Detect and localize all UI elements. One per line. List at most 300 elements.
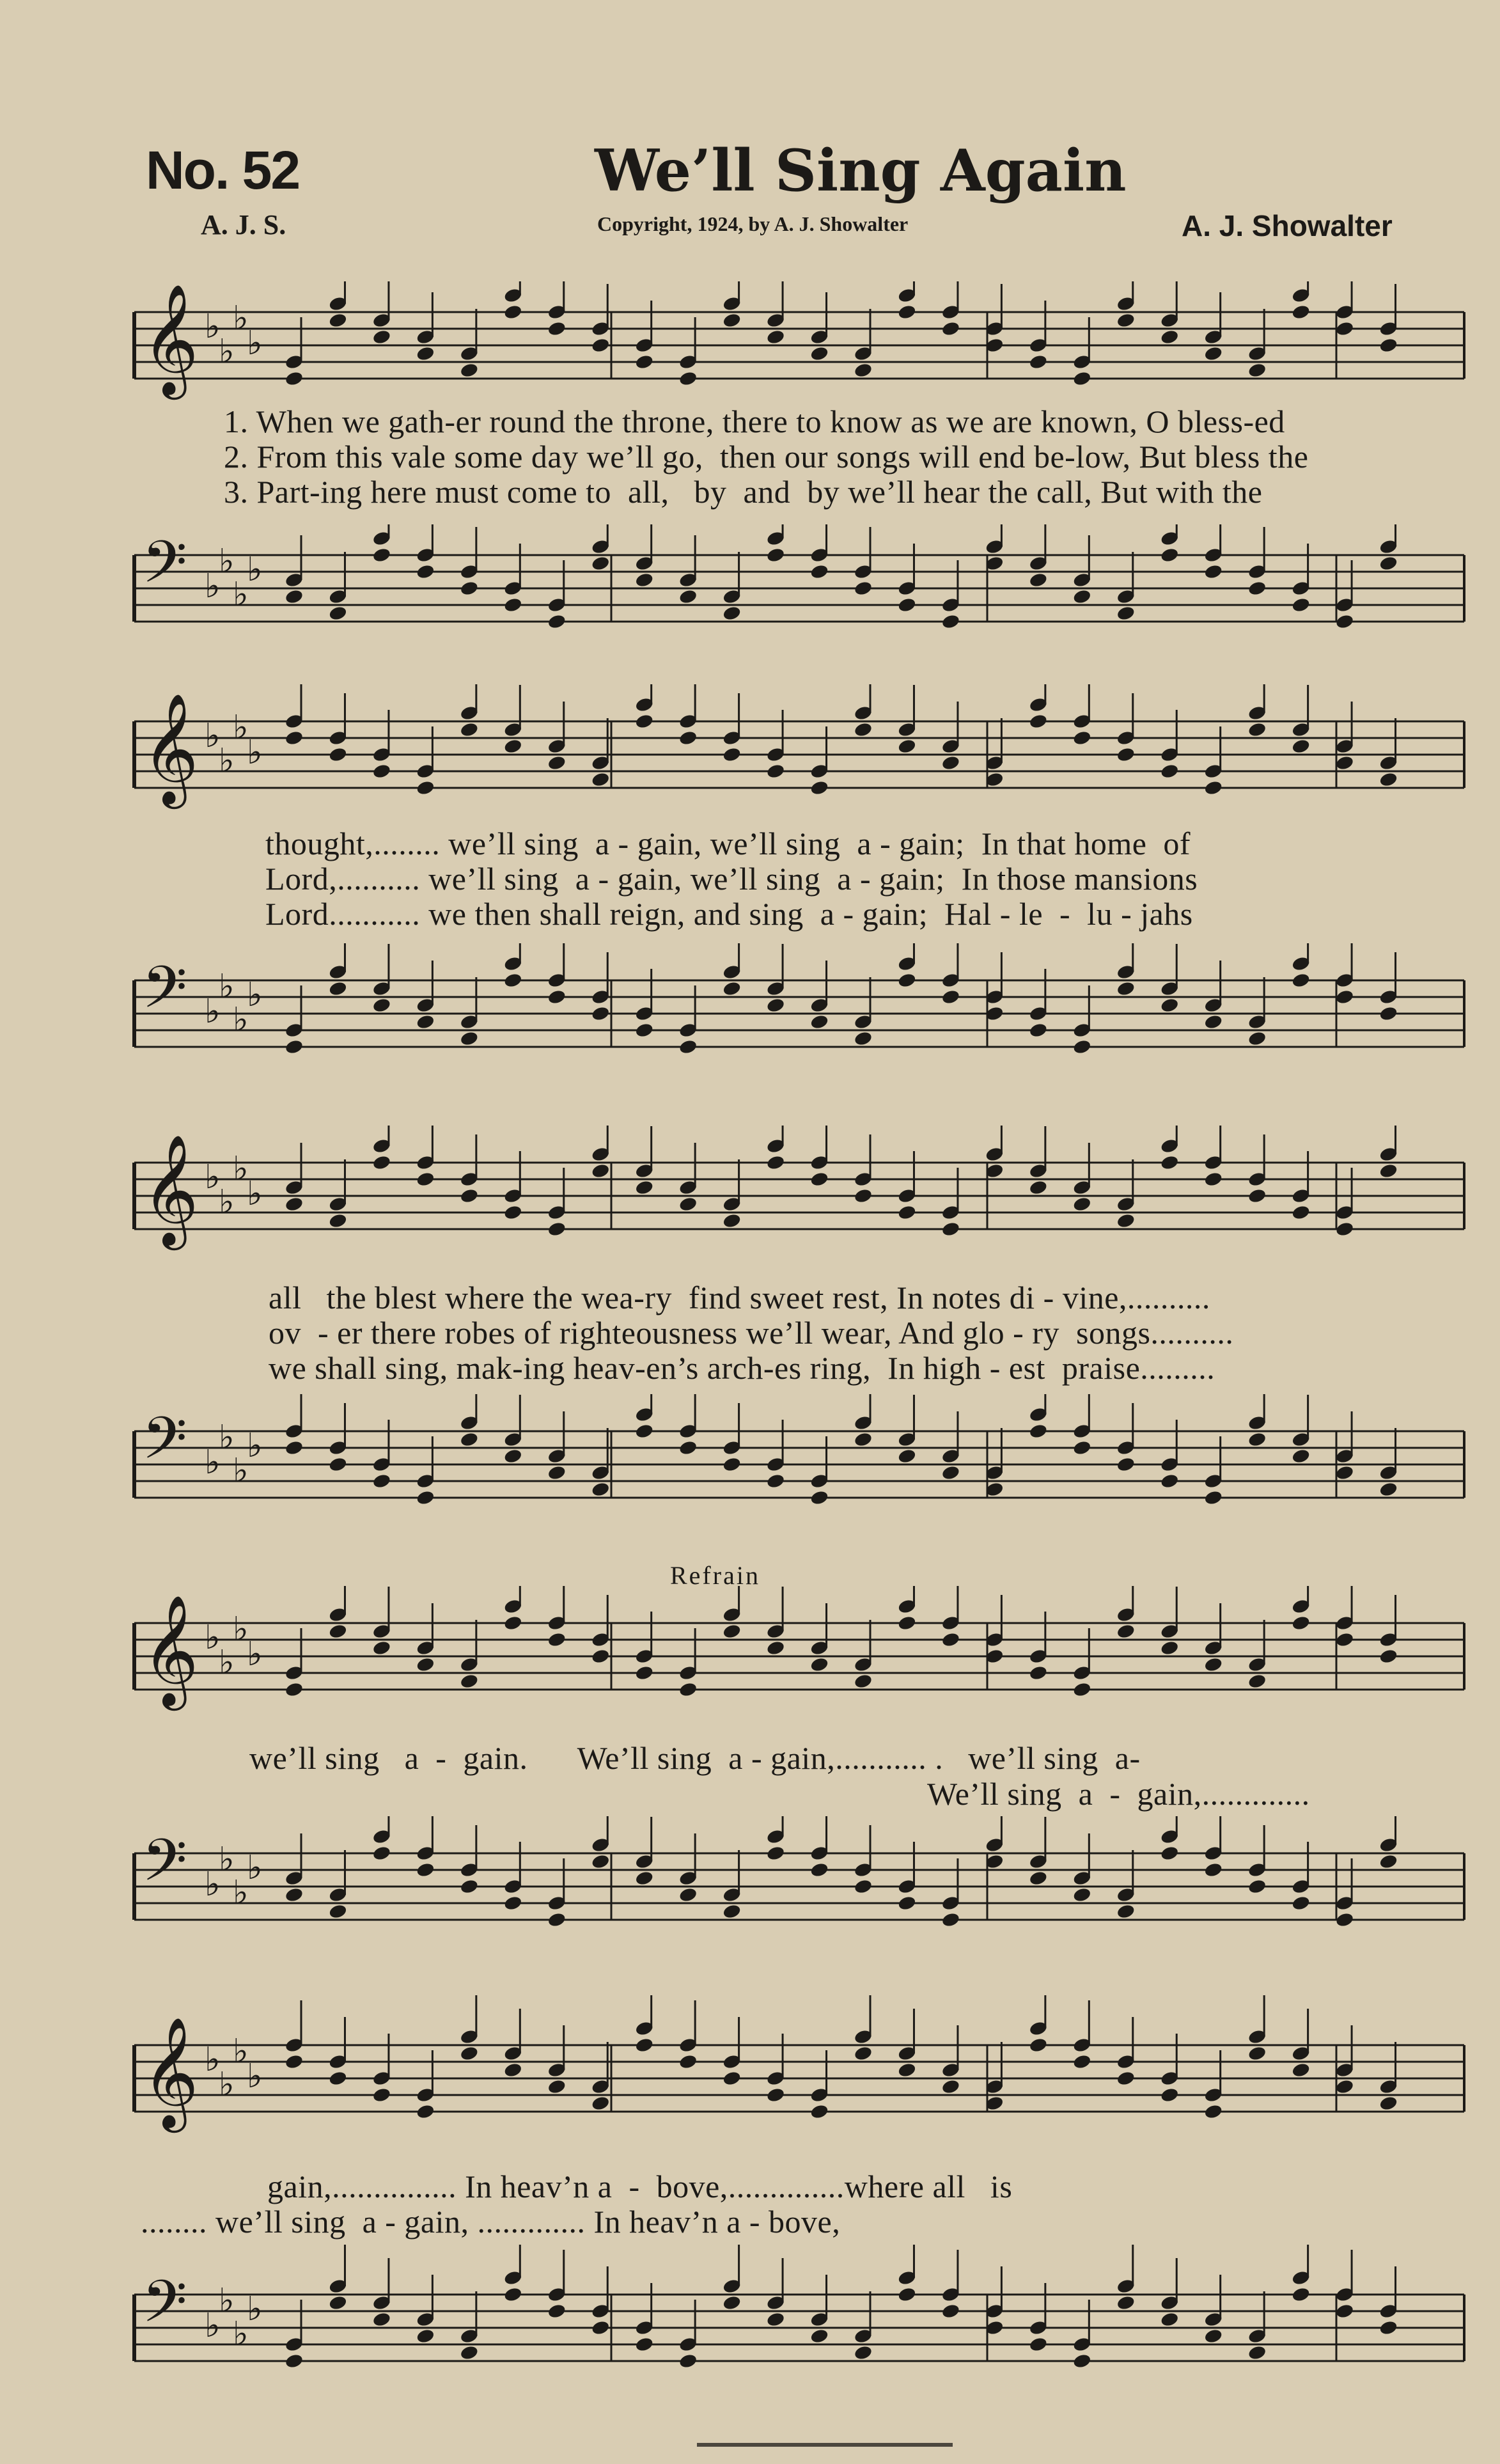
- notehead: [897, 1895, 917, 1911]
- notehead: [503, 304, 523, 320]
- notehead: [503, 2286, 523, 2303]
- flat-icon: ♭: [233, 576, 249, 614]
- notehead: [678, 2353, 698, 2369]
- flat-icon: ♭: [205, 2307, 221, 2345]
- notehead: [591, 1163, 611, 1179]
- lyric-line-verse-1: thought,........ we’ll sing a - gain, we’ll sing a - gain; In that home of: [265, 826, 1191, 861]
- lyric-line-verse-3: 3. Part-ing here must come to all, by and by we’ll hear the call, But with the: [224, 474, 1263, 510]
- notehead: [1029, 713, 1049, 730]
- notehead: [547, 1221, 566, 1237]
- notehead: [809, 1656, 829, 1673]
- notehead: [416, 1014, 435, 1030]
- notehead: [766, 2311, 786, 2328]
- notehead: [1029, 1423, 1049, 1440]
- notehead: [503, 1895, 523, 1911]
- flat-icon: ♭: [219, 968, 235, 1006]
- notehead: [766, 997, 786, 1014]
- notehead: [1203, 345, 1223, 362]
- notehead: [941, 1631, 961, 1648]
- flat-icon: ♭: [247, 1849, 263, 1887]
- notehead: [897, 597, 917, 613]
- notehead: [766, 1473, 786, 1489]
- notehead: [328, 2070, 348, 2087]
- notehead: [809, 1862, 829, 1878]
- notehead: [1247, 1188, 1267, 1204]
- flat-icon: ♭: [219, 1183, 235, 1221]
- notehead: [416, 345, 435, 362]
- notehead: [766, 547, 786, 563]
- notehead: [1335, 2303, 1355, 2319]
- music-system-4: [128, 1560, 1471, 1957]
- notehead: [722, 605, 742, 622]
- notehead: [1203, 2103, 1223, 2120]
- notehead: [1029, 1022, 1049, 1039]
- notehead: [1029, 1870, 1049, 1887]
- notehead: [1116, 746, 1136, 763]
- notehead: [722, 1623, 742, 1640]
- refrain-label: Refrain: [670, 1561, 760, 1590]
- notehead: [460, 721, 480, 738]
- notehead: [634, 1022, 654, 1039]
- treble-staff: [128, 1126, 1471, 1266]
- notehead: [897, 1615, 917, 1631]
- notehead: [285, 2053, 304, 2070]
- notehead: [766, 1154, 786, 1171]
- notehead: [372, 1845, 392, 1862]
- flat-icon: ♭: [233, 2315, 249, 2353]
- bass-staff: [128, 1816, 1471, 1957]
- notehead: [897, 2062, 917, 2078]
- flat-icon: ♭: [219, 1840, 235, 1879]
- notehead: [460, 362, 480, 379]
- notehead: [1072, 1039, 1092, 1055]
- notehead: [1072, 1440, 1092, 1456]
- notehead: [722, 1903, 742, 1920]
- notehead: [1116, 312, 1136, 329]
- notehead: [854, 1673, 873, 1690]
- notehead: [1247, 1431, 1267, 1448]
- notehead: [722, 1212, 742, 1229]
- music-system-2: [128, 671, 1471, 1094]
- notehead: [372, 763, 392, 780]
- notehead: [1116, 1623, 1136, 1640]
- notehead: [1160, 1154, 1180, 1171]
- notehead: [1116, 2070, 1136, 2087]
- lyric-line-verse-2: 2. From this vale some day we’ll go, then our songs will end be-low, But bless the: [224, 439, 1309, 475]
- notehead: [1160, 763, 1180, 780]
- notehead: [1160, 547, 1180, 563]
- notehead: [1203, 1171, 1223, 1188]
- notehead: [722, 980, 742, 997]
- notehead: [1116, 605, 1136, 622]
- notehead: [591, 2319, 611, 2336]
- bass-staff: [128, 943, 1471, 1084]
- notehead: [591, 1648, 611, 1665]
- notehead: [416, 563, 435, 580]
- notehead: [416, 2103, 435, 2120]
- notehead: [1072, 730, 1092, 746]
- notehead: [1291, 2286, 1311, 2303]
- notehead: [1291, 1448, 1311, 1464]
- notehead: [766, 2087, 786, 2103]
- words-credit: A. J. S.: [201, 209, 286, 240]
- notehead: [1247, 1673, 1267, 1690]
- treble-clef-icon: 𝄞: [142, 1594, 199, 1706]
- bass-staff: [128, 2245, 1471, 2411]
- notehead: [503, 1204, 523, 1221]
- notehead: [285, 2353, 304, 2369]
- flat-icon: ♭: [247, 734, 263, 772]
- bass-staff: [128, 524, 1471, 652]
- notehead: [460, 1878, 480, 1895]
- notehead: [1029, 2336, 1049, 2353]
- notehead: [1247, 2045, 1267, 2062]
- lyric-line-part-1: we’ll sing a - gain. We’ll sing a - gain,........... . we’ll sing a-: [249, 1740, 1141, 1776]
- notehead: [1203, 1489, 1223, 1506]
- flat-icon: ♭: [247, 2057, 263, 2096]
- notehead: [854, 362, 873, 379]
- notehead: [1072, 1887, 1092, 1903]
- notehead: [678, 730, 698, 746]
- page-footer-rule: [697, 2443, 953, 2447]
- notehead: [503, 1448, 523, 1464]
- notehead: [1160, 329, 1180, 345]
- notehead: [1379, 1853, 1398, 1870]
- notehead: [1335, 1464, 1355, 1481]
- music-system-1: [128, 262, 1471, 640]
- notehead: [722, 312, 742, 329]
- notehead: [854, 2344, 873, 2361]
- notehead: [1291, 304, 1311, 320]
- notehead: [372, 329, 392, 345]
- notehead: [372, 547, 392, 563]
- flat-icon: ♭: [205, 1619, 221, 1657]
- flat-icon: ♭: [233, 1150, 249, 1188]
- notehead: [1379, 337, 1398, 354]
- music-system-3: [128, 1113, 1471, 1535]
- lyric-line-verse-3: we shall sing, mak-ing heav-en’s arch-es ring, In high - est praise.........: [269, 1350, 1215, 1386]
- notehead: [1247, 1878, 1267, 1895]
- notehead: [328, 1903, 348, 1920]
- notehead: [1335, 2078, 1355, 2095]
- notehead: [1379, 555, 1398, 572]
- notehead: [285, 1681, 304, 1698]
- notehead: [1072, 2353, 1092, 2369]
- bass-staff: [128, 1394, 1471, 1535]
- notehead: [1203, 1862, 1223, 1878]
- notehead: [1160, 1845, 1180, 1862]
- flat-icon: ♭: [233, 1452, 249, 1490]
- notehead: [809, 563, 829, 580]
- notehead: [678, 588, 698, 605]
- flat-icon: ♭: [219, 333, 235, 371]
- notehead: [897, 304, 917, 320]
- notehead: [1291, 1615, 1311, 1631]
- flat-icon: ♭: [205, 717, 221, 755]
- notehead: [941, 2303, 961, 2319]
- notehead: [1335, 755, 1355, 771]
- notehead: [766, 1845, 786, 1862]
- lyric-line-part-1: gain,............... In heav’n a - bove,..............where all is: [267, 2169, 1013, 2204]
- notehead: [634, 2336, 654, 2353]
- notehead: [591, 555, 611, 572]
- notehead: [591, 337, 611, 354]
- notehead: [897, 972, 917, 989]
- notehead: [809, 1171, 829, 1188]
- notehead: [766, 763, 786, 780]
- notehead: [678, 1681, 698, 1698]
- notehead: [328, 2295, 348, 2311]
- notehead: [591, 771, 611, 788]
- notehead: [1029, 1179, 1049, 1196]
- notehead: [1247, 2344, 1267, 2361]
- notehead: [328, 1623, 348, 1640]
- flat-icon: ♭: [233, 1001, 249, 1039]
- notehead: [722, 2295, 742, 2311]
- notehead: [1379, 1481, 1398, 1498]
- flat-icon: ♭: [247, 1175, 263, 1213]
- notehead: [1072, 1681, 1092, 1698]
- notehead: [503, 972, 523, 989]
- notehead: [285, 588, 304, 605]
- notehead: [547, 613, 566, 630]
- lyric-line-verse-1: all the blest where the wea-ry find sweet rest, In notes di - vine,..........: [269, 1280, 1210, 1315]
- lyric-line-verse-1: 1. When we gath-er round the throne, there to know as we are known, O bless-ed: [224, 404, 1285, 439]
- notehead: [547, 989, 566, 1005]
- notehead: [941, 755, 961, 771]
- notehead: [1379, 1005, 1398, 1022]
- treble-staff: [128, 684, 1471, 825]
- flat-icon: ♭: [247, 551, 263, 589]
- notehead: [854, 2045, 873, 2062]
- notehead: [503, 1615, 523, 1631]
- notehead: [1203, 2328, 1223, 2344]
- notehead: [460, 1030, 480, 1047]
- notehead: [1379, 771, 1398, 788]
- notehead: [1072, 2053, 1092, 2070]
- notehead: [547, 1911, 566, 1928]
- notehead: [416, 2328, 435, 2344]
- flat-icon: ♭: [205, 308, 221, 346]
- notehead: [1335, 1631, 1355, 1648]
- flat-icon: ♭: [205, 567, 221, 606]
- notehead: [547, 2303, 566, 2319]
- notehead: [1335, 320, 1355, 337]
- notehead: [634, 1665, 654, 1681]
- notehead: [809, 2103, 829, 2120]
- notehead: [854, 1188, 873, 1204]
- notehead: [1116, 1456, 1136, 1473]
- flat-icon: ♭: [219, 2282, 235, 2320]
- hymn-title: We’ll Sing Again: [595, 137, 1127, 205]
- notehead: [634, 1179, 654, 1196]
- bass-clef-icon: 𝄢: [142, 528, 187, 610]
- notehead: [416, 1489, 435, 1506]
- flat-icon: ♭: [219, 1418, 235, 1457]
- notehead: [722, 746, 742, 763]
- notehead: [460, 1431, 480, 1448]
- notehead: [285, 730, 304, 746]
- notehead: [372, 1473, 392, 1489]
- lyric-line-verse-2: Lord,.......... we’ll sing a - gain, we’ll sing a - gain; In those mansions: [265, 861, 1198, 897]
- notehead: [854, 1030, 873, 1047]
- notehead: [809, 1489, 829, 1506]
- notehead: [897, 738, 917, 755]
- flat-icon: ♭: [205, 993, 221, 1031]
- notehead: [634, 713, 654, 730]
- notehead: [547, 755, 566, 771]
- notehead: [1379, 2319, 1398, 2336]
- flat-icon: ♭: [205, 1158, 221, 1197]
- notehead: [1160, 1640, 1180, 1656]
- notehead: [1335, 989, 1355, 1005]
- notehead: [854, 580, 873, 597]
- notehead: [328, 605, 348, 622]
- flat-icon: ♭: [247, 324, 263, 363]
- notehead: [503, 738, 523, 755]
- notehead: [591, 1853, 611, 1870]
- notehead: [722, 2070, 742, 2087]
- notehead: [591, 2095, 611, 2112]
- notehead: [766, 329, 786, 345]
- notehead: [634, 1423, 654, 1440]
- notehead: [285, 1039, 304, 1055]
- music-system-5: [128, 1982, 1471, 2430]
- bass-clef-icon: 𝄢: [142, 2267, 187, 2350]
- flat-icon: ♭: [205, 1865, 221, 1904]
- notehead: [766, 1640, 786, 1656]
- flat-icon: ♭: [219, 1644, 235, 1682]
- notehead: [1291, 738, 1311, 755]
- flat-icon: ♭: [233, 1874, 249, 1912]
- notehead: [503, 2062, 523, 2078]
- notehead: [678, 1887, 698, 1903]
- notehead: [1116, 1903, 1136, 1920]
- notehead: [591, 1481, 611, 1498]
- notehead: [897, 1448, 917, 1464]
- notehead: [1160, 997, 1180, 1014]
- notehead: [1379, 1648, 1398, 1665]
- notehead: [1335, 613, 1355, 630]
- flat-icon: ♭: [205, 1443, 221, 1482]
- notehead: [1160, 2087, 1180, 2103]
- notehead: [1160, 1473, 1180, 1489]
- notehead: [854, 721, 873, 738]
- flat-icon: ♭: [219, 542, 235, 581]
- notehead: [941, 1221, 961, 1237]
- notehead: [328, 312, 348, 329]
- flat-icon: ♭: [233, 709, 249, 747]
- lyric-line-verse-3: Lord........... we then shall reign, and sing a - gain; Hal - le - lu - jahs: [265, 896, 1193, 932]
- notehead: [941, 613, 961, 630]
- notehead: [1335, 1221, 1355, 1237]
- notehead: [1072, 588, 1092, 605]
- flat-icon: ♭: [247, 1427, 263, 1465]
- lyric-line-verse-2: ov - er there robes of righteousness we’ll wear, And glo - ry songs..........: [269, 1315, 1234, 1351]
- notehead: [1291, 1895, 1311, 1911]
- treble-clef-icon: 𝄞: [142, 283, 199, 395]
- notehead: [941, 320, 961, 337]
- treble-staff: [128, 1995, 1471, 2162]
- notehead: [854, 1431, 873, 1448]
- notehead: [547, 1464, 566, 1481]
- notehead: [1160, 2311, 1180, 2328]
- treble-clef-icon: 𝄞: [142, 1134, 199, 1246]
- notehead: [678, 1440, 698, 1456]
- notehead: [1247, 362, 1267, 379]
- notehead: [678, 1196, 698, 1212]
- notehead: [809, 780, 829, 796]
- notehead: [1379, 2095, 1398, 2112]
- notehead: [503, 597, 523, 613]
- notehead: [1291, 597, 1311, 613]
- notehead: [678, 2053, 698, 2070]
- notehead: [634, 572, 654, 588]
- notehead: [285, 1440, 304, 1456]
- flat-icon: ♭: [233, 1610, 249, 1649]
- flat-icon: ♭: [205, 2041, 221, 2079]
- hymn-number: No. 52: [146, 140, 300, 200]
- notehead: [372, 1640, 392, 1656]
- notehead: [941, 2078, 961, 2095]
- bass-clef-icon: 𝄢: [142, 1826, 187, 1908]
- notehead: [1379, 1163, 1398, 1179]
- notehead: [460, 2045, 480, 2062]
- notehead: [634, 1870, 654, 1887]
- bass-clef-icon: 𝄢: [142, 953, 187, 1035]
- notehead: [416, 1656, 435, 1673]
- notehead: [809, 2328, 829, 2344]
- notehead: [897, 1204, 917, 1221]
- notehead: [634, 2037, 654, 2053]
- flat-icon: ♭: [247, 1635, 263, 1674]
- flat-icon: ♭: [219, 742, 235, 780]
- notehead: [372, 1154, 392, 1171]
- notehead: [1116, 2295, 1136, 2311]
- notehead: [372, 997, 392, 1014]
- notehead: [854, 1878, 873, 1895]
- flat-icon: ♭: [247, 976, 263, 1014]
- notehead: [678, 370, 698, 387]
- notehead: [1203, 1014, 1223, 1030]
- notehead: [1116, 1212, 1136, 1229]
- notehead: [1029, 1665, 1049, 1681]
- notehead: [634, 354, 654, 370]
- notehead: [285, 1887, 304, 1903]
- notehead: [1203, 563, 1223, 580]
- notehead: [285, 370, 304, 387]
- flat-icon: ♭: [219, 2066, 235, 2104]
- notehead: [547, 320, 566, 337]
- notehead: [460, 1188, 480, 1204]
- bass-clef-icon: 𝄢: [142, 1404, 187, 1486]
- treble-clef-icon: 𝄞: [142, 2016, 199, 2128]
- flat-icon: ♭: [247, 2290, 263, 2328]
- notehead: [416, 1862, 435, 1878]
- notehead: [372, 2311, 392, 2328]
- notehead: [1072, 370, 1092, 387]
- notehead: [328, 1456, 348, 1473]
- notehead: [1247, 580, 1267, 597]
- notehead: [460, 580, 480, 597]
- notehead: [1291, 1204, 1311, 1221]
- notehead: [1203, 1656, 1223, 1673]
- notehead: [941, 1911, 961, 1928]
- notehead: [1029, 2037, 1049, 2053]
- notehead: [1291, 972, 1311, 989]
- notehead: [416, 1171, 435, 1188]
- treble-clef-icon: 𝄞: [142, 693, 199, 804]
